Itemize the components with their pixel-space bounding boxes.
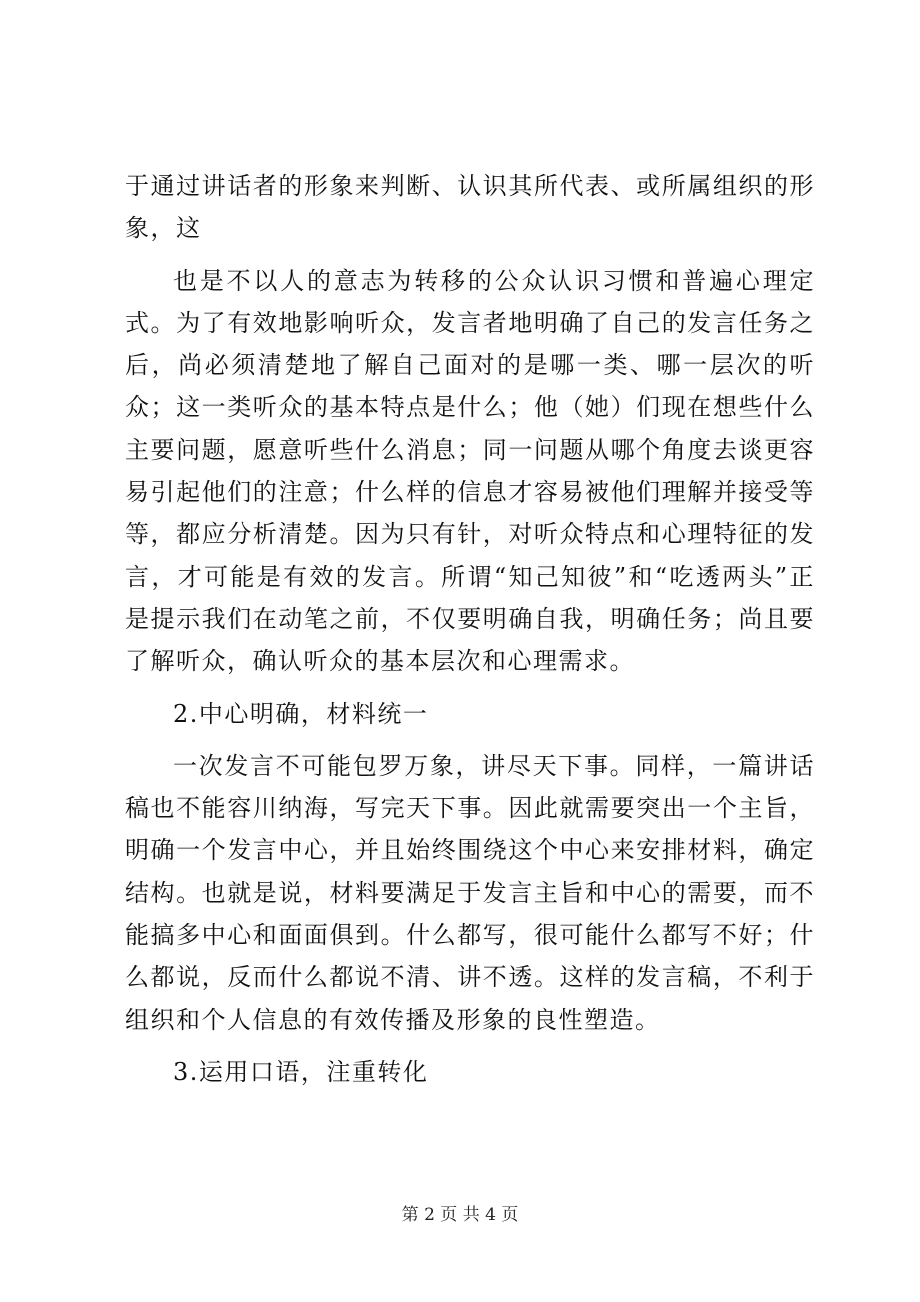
paragraph-continuation: 于通过讲话者的形象来判断、认识其所代表、或所属组织的形象，这 (125, 172, 815, 243)
paragraph-audience-analysis: 也是不以人的意志为转移的公众认识习惯和普遍心理定式。为了有效地影响听众，发言者地明确了自己的发言任务之后，尚必须清楚地了解自己面对的是哪一类、哪一层次的听众；这一类听众的基本特点是什么；他（她）们现在想些什么主要问题，愿意听些什么消息；同一问题从哪个角度去谈更容易引起他们的注意；什么样的信息才容易被他们理解并接受等等，都应分析清楚。因为只有针，对听众特点和心理特征的发言，才可能是有效的发言。所谓“知己知彼”和“吃透两头”正是提示我们在动笔之前，不仅要明确自我，明确任务；尚且要了解听众，确认听众的基本层次和心理需求。 (125, 266, 815, 676)
page-footer: 第 2 页 共 4 页 (401, 1205, 519, 1225)
document-body (125, 165, 815, 1093)
paragraph-central-theme: 一次发言不可能包罗万象，讲尽天下事。同样，一篇讲话稿也不能容川纳海，写完天下事。因此就需要突出一个主旨，明确一个发言中心，并且始终围绕这个中心来安排材料，确定结构。也就是说，材料要满足于发言主旨和中心的需要，而不能搞多中心和面面俱到。什么都写，很可能什么都写不好；什么都说，反而什么都说不清、讲不透。这样的发言稿，不利于组织和个人信息的有效传播及形象的良性塑造。 (125, 751, 815, 1034)
section-heading-3: 3.运用口语，注重转化 (173, 1057, 429, 1086)
section-heading-2: 2.中心明确，材料统一 (173, 699, 429, 728)
